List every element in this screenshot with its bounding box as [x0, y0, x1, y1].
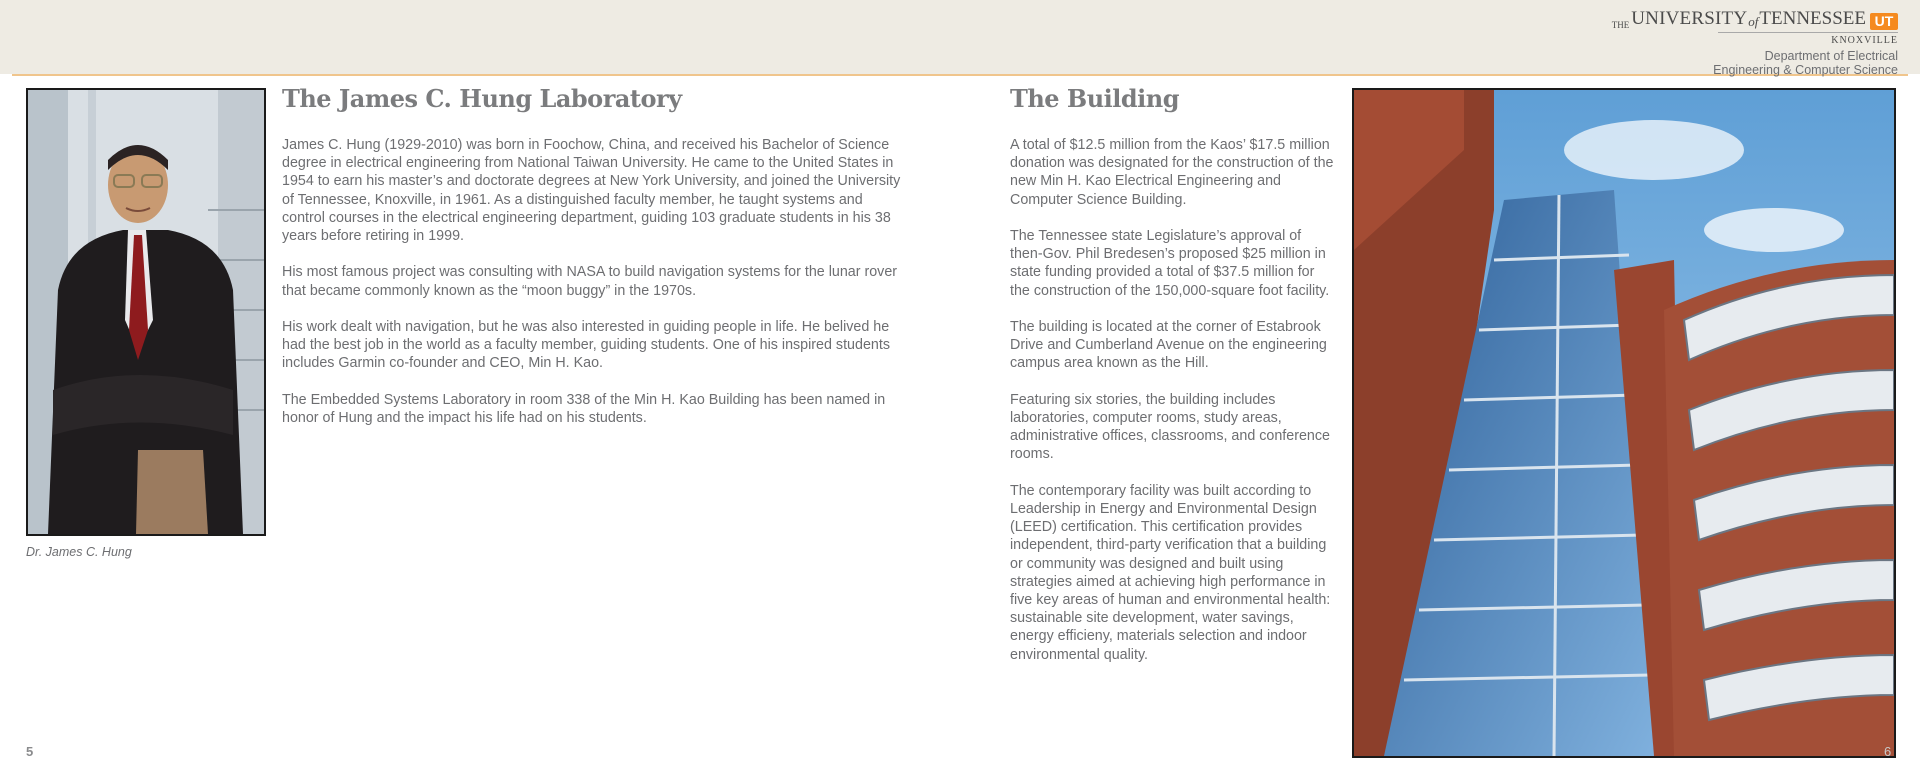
paragraph: His work dealt with navigation, but he was also interested in guiding people in life. He belived he had the best job in the world as a faculty member, guiding students. One of his inspired students includes Garmin co-founder and CEO, Min H. Kao. [282, 319, 890, 372]
page-heading-left: The James C. Hung Laboratory [282, 84, 682, 113]
paragraph: Featuring six stories, the building includes laboratories, computer rooms, study areas, administrative offices, classrooms, and conference rooms. [1010, 391, 1330, 463]
portrait-illustration [28, 90, 264, 534]
photo-caption: Dr. James C. Hung [26, 545, 132, 559]
left-body-text [282, 136, 907, 445]
portrait-photo [26, 88, 266, 536]
department-line-1: Department of Electrical [1764, 49, 1898, 63]
university-logo [1612, 8, 1898, 77]
page-number-right: 6 [1884, 744, 1892, 759]
paragraph: The building is located at the corner of Estabrook Drive and Cumberland Avenue on the engineering campus area known as the Hill. [1010, 319, 1327, 372]
logo-of: of [1748, 14, 1759, 29]
logo-rule [1718, 32, 1898, 33]
department-name [1612, 49, 1898, 77]
paragraph: A total of $12.5 million from the Kaos’ $17.5 million donation was designated for the construction of the new Min H. Kao Electrical Engineering and Computer Science Building. [1010, 137, 1334, 208]
right-body-text [1010, 136, 1335, 682]
ut-logo-icon: UT [1870, 13, 1898, 30]
page-number-left: 5 [26, 744, 34, 759]
logo-wordmark [1612, 8, 1898, 30]
logo-tennessee: TENNESSEE [1759, 8, 1866, 29]
building-illustration [1354, 90, 1894, 756]
logo-the: THE [1611, 20, 1630, 30]
logo-university: UNIVERSITY [1631, 8, 1748, 29]
logo-campus: KNOXVILLE [1831, 35, 1898, 46]
paragraph: His most famous project was consulting with NASA to build navigation systems for the lunar rover that became commonly known as the “moon buggy” in the 1970s. [282, 264, 898, 299]
paragraph: The contemporary facility was built according to Leadership in Energy and Environmental Design (LEED) certification. This certification provides independent, third-party verification that a building or community was designed and built using strategies aimed at achieving high performance in five key areas of human and environmental health: sustainable site development, water savings, energy efficieny, materials selection and indoor environmental quality. [1010, 482, 1331, 663]
paragraph: The Embedded Systems Laboratory in room 338 of the Min H. Kao Building has been named in honor of Hung and the impact his life had on his students. [282, 391, 886, 426]
page-heading-right: The Building [1010, 84, 1180, 113]
paragraph: James C. Hung (1929-2010) was born in Foochow, China, and received his Bachelor of Science degree in electrical engineering from National Taiwan University. He came to the United States in 1954 to earn his master’s and doctorate degrees at New York University, and joined the University of Tennessee, Knoxville, in 1961. As a distinguished faculty member, he taught systems and control courses in the electrical engineering department, guiding 103 graduate students in his 38 years before retiring in 1999. [282, 137, 901, 245]
paragraph: The Tennessee state Legislature’s approval of then-Gov. Phil Bredesen’s proposed $25 million in state funding provided a total of $37.5 million for the construction of the 150,000-square foot facility. [1010, 228, 1330, 299]
building-photo [1352, 88, 1896, 758]
department-line-2: Engineering & Computer Science [1713, 63, 1898, 77]
